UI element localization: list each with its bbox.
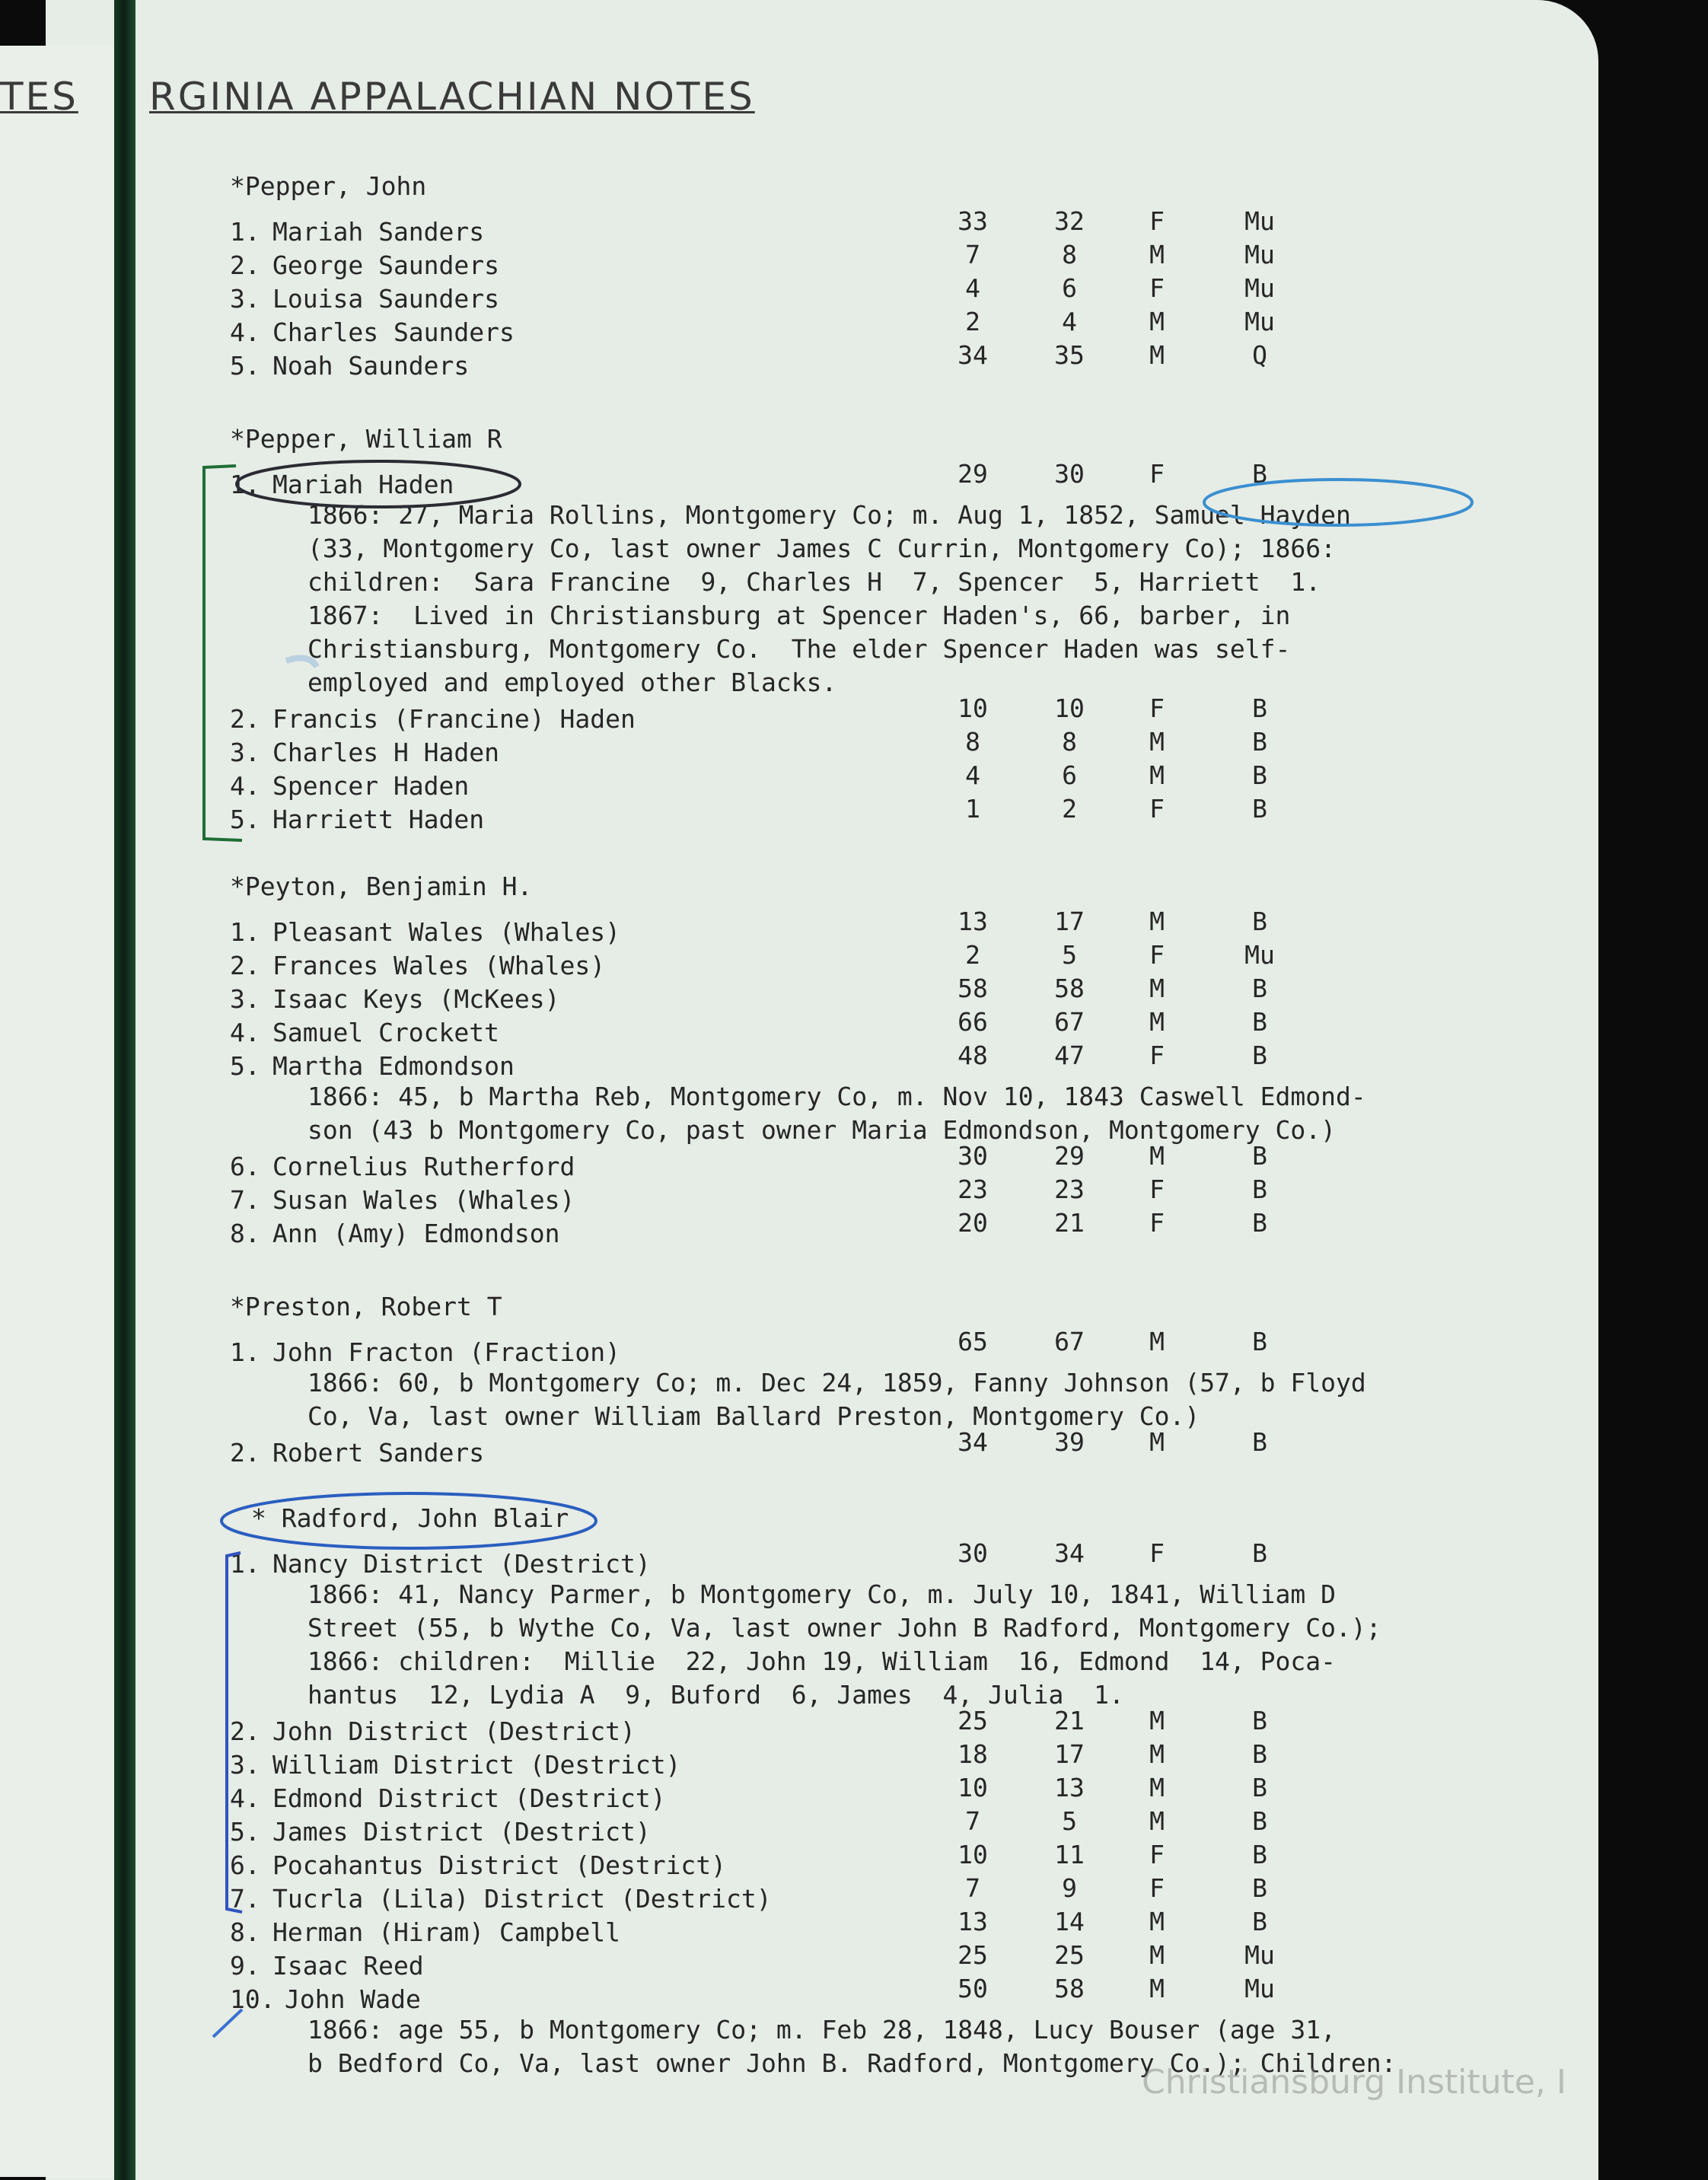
owner-heading: *Peyton, Benjamin H. [230,872,533,901]
entry-age-1870: 39 [1054,1427,1085,1457]
entry-note-line: 1866: 27, Maria Rollins, Montgomery Co; m. Aug 1, 1852, Samuel Hayden [308,500,1351,530]
entry-sex: F [1149,1873,1165,1903]
entry-name: Isaac Reed [272,1951,424,1981]
entry-race: B [1252,1907,1267,1936]
entry-race: B [1252,727,1267,757]
entry-number: 4. [230,1018,260,1047]
entry-age-1860: 2 [965,307,980,336]
entry-age-1870: 9 [1062,1873,1077,1903]
entry-age-1870: 29 [1054,1141,1085,1171]
owner-heading: *Pepper, William R [230,424,502,454]
entry-race: Mu [1244,1974,1275,2003]
entry-race: B [1252,794,1267,824]
entry-number: 7. [230,1884,260,1914]
entry-number: 8. [230,1219,260,1248]
entry-sex: F [1149,940,1165,970]
entry-name: Herman (Hiram) Campbell [272,1917,620,1947]
entry-race: B [1252,1327,1267,1356]
entry-sex: M [1149,1327,1165,1356]
entry-age-1860: 66 [958,1007,988,1037]
entry-number: 2. [230,704,260,734]
entry-name: George Saunders [272,250,500,280]
entry-name: John Fracton (Fraction) [272,1337,620,1367]
entry-race: B [1252,1873,1267,1903]
entry-age-1860: 13 [958,1907,988,1936]
entry-name: Edmond District (Destrict) [272,1783,666,1813]
entry-sex: M [1149,1706,1165,1735]
entry-number: 1. [230,470,260,499]
entry-race: B [1252,459,1267,489]
entry-sex: M [1149,1739,1165,1769]
entry-age-1860: 7 [965,1806,980,1836]
entry-note-line: 1866: 45, b Martha Reb, Montgomery Co, m. Nov 10, 1843 Caswell Edmond- [308,1082,1366,1111]
entry-name: Harriett Haden [272,805,485,834]
entry-name: Charles H Haden [272,738,500,767]
entry-name: John Wade [285,1984,421,2014]
entry-age-1860: 4 [965,273,980,303]
watermark: Christiansburg Institute, I [1142,2063,1566,2102]
entry-age-1870: 8 [1062,727,1077,757]
entry-age-1860: 2 [965,940,980,970]
entry-age-1860: 18 [958,1739,988,1769]
entry-sex: M [1149,340,1165,370]
entry-number: 1. [230,1549,260,1579]
entry-age-1860: 10 [958,1840,988,1869]
entry-race: B [1252,1174,1267,1204]
entry-age-1860: 7 [965,240,980,269]
entry-sex: F [1149,206,1165,236]
owner-heading: *Pepper, John [230,171,427,201]
entry-race: B [1252,760,1267,790]
entry-sex: F [1149,1174,1165,1204]
entry-race: B [1252,1141,1267,1171]
entry-race: B [1252,1806,1267,1836]
entry-age-1870: 67 [1054,1007,1085,1037]
entry-age-1870: 23 [1054,1174,1085,1204]
entry-race: B [1252,907,1267,936]
entry-age-1870: 11 [1054,1840,1085,1869]
entry-sex: M [1149,307,1165,336]
entry-sex: M [1149,1007,1165,1037]
entry-sex: M [1149,1806,1165,1836]
entry-note-line: employed and employed other Blacks. [308,668,837,697]
entry-age-1860: 50 [958,1974,988,2003]
entry-name: Robert Sanders [272,1438,485,1468]
entry-sex: M [1149,1773,1165,1802]
entry-age-1860: 23 [958,1174,988,1204]
entry-age-1860: 25 [958,1706,988,1735]
entry-age-1860: 58 [958,974,988,1003]
entry-note-line: 1867: Lived in Christiansburg at Spencer Haden's, 66, barber, in [308,601,1291,630]
entry-sex: M [1149,1940,1165,1970]
entry-note-line: b Bedford Co, Va, last owner John B. Radford, Montgomery Co.); Children: [308,2048,1397,2078]
entry-note-line: 1866: age 55, b Montgomery Co; m. Feb 28, 1848, Lucy Bouser (age 31, [308,2015,1337,2045]
entry-race: B [1252,1739,1267,1769]
entry-name: Francis (Francine) Haden [272,704,636,734]
entry-sex: M [1149,1427,1165,1457]
entry-name: James District (Destrict) [272,1817,651,1847]
entry-race: Mu [1244,307,1275,336]
entry-sex: F [1149,1840,1165,1869]
entry-age-1870: 17 [1054,1739,1085,1769]
entry-note-line: hantus 12, Lydia A 9, Buford 6, James 4, Julia 1. [308,1680,1124,1710]
entry-age-1860: 13 [958,907,988,936]
entry-number: 2. [230,1716,260,1746]
entry-sex: M [1149,907,1165,936]
entry-age-1860: 33 [958,206,988,236]
entry-age-1860: 1 [965,794,980,824]
entry-number: 9. [230,1951,260,1981]
entry-race: B [1252,1538,1267,1568]
entry-age-1860: 10 [958,1773,988,1802]
entry-name: Ann (Amy) Edmondson [272,1219,560,1248]
entry-age-1870: 32 [1054,206,1085,236]
entry-age-1870: 13 [1054,1773,1085,1802]
entry-note-line: 1866: 41, Nancy Parmer, b Montgomery Co, m. July 10, 1841, William D [308,1579,1337,1609]
entry-sex: M [1149,727,1165,757]
entry-sex: F [1149,273,1165,303]
entry-number: 2. [230,951,260,980]
entry-number: 3. [230,1750,260,1780]
entry-race: B [1252,1007,1267,1037]
entry-race: B [1252,1208,1267,1238]
entry-number: 6. [230,1850,260,1880]
entry-note-line: Street (55, b Wythe Co, Va, last owner John B Radford, Montgomery Co.); [308,1613,1381,1643]
entry-name: Nancy District (Destrict) [272,1549,651,1579]
entry-age-1870: 21 [1054,1706,1085,1735]
entry-number: 7. [230,1185,260,1215]
entry-age-1870: 8 [1062,240,1077,269]
entry-age-1870: 6 [1062,760,1077,790]
binding-spine [114,0,135,2180]
entry-number: 5. [230,351,260,381]
entry-name: Mariah Sanders [272,217,485,247]
entry-note-line: Christiansburg, Montgomery Co. The elder Spencer Haden was self- [308,634,1291,664]
entry-number: 5. [230,1817,260,1847]
entry-number: 4. [230,317,260,347]
entry-age-1870: 6 [1062,273,1077,303]
entry-note-line: children: Sara Francine 9, Charles H 7, Spencer 5, Harriett 1. [308,567,1321,597]
page-header: RGINIA APPALACHIAN NOTES [149,75,755,119]
entry-name: Samuel Crockett [272,1018,500,1047]
entry-race: Mu [1244,940,1275,970]
entry-race: B [1252,1773,1267,1802]
entry-age-1870: 14 [1054,1907,1085,1936]
entry-name: Charles Saunders [272,317,515,347]
entry-number: 5. [230,1051,260,1081]
entry-sex: F [1149,1538,1165,1568]
entry-sex: M [1149,1907,1165,1936]
entry-number: 1. [230,217,260,247]
entry-race: B [1252,1840,1267,1869]
entry-race: B [1252,693,1267,723]
entry-name: William District (Destrict) [272,1750,681,1780]
entry-age-1860: 8 [965,727,980,757]
entry-age-1870: 34 [1054,1538,1085,1568]
entry-race: Mu [1244,273,1275,303]
entry-number: 10. [230,1984,276,2014]
entry-note-line: son (43 b Montgomery Co, past owner Maria Edmondson, Montgomery Co.) [308,1115,1337,1145]
entry-number: 3. [230,984,260,1014]
entry-number: 3. [230,738,260,767]
entry-note-line: Co, Va, last owner William Ballard Preston, Montgomery Co.) [308,1401,1200,1431]
entry-age-1870: 5 [1062,1806,1077,1836]
entry-age-1860: 25 [958,1940,988,1970]
entry-number: 3. [230,284,260,314]
entry-note-line: 1866: 60, b Montgomery Co; m. Dec 24, 1859, Fanny Johnson (57, b Floyd [308,1368,1366,1398]
entry-age-1870: 25 [1054,1940,1085,1970]
entry-age-1860: 4 [965,760,980,790]
entry-name: John District (Destrict) [272,1716,636,1746]
owner-heading: * Radford, John Blair [251,1503,569,1533]
entry-age-1870: 67 [1054,1327,1085,1356]
entry-race: Mu [1244,206,1275,236]
folder-tab [0,46,116,2177]
entry-age-1860: 29 [958,459,988,489]
entry-number: 4. [230,1783,260,1813]
entry-note-line: 1866: children: Millie 22, John 19, William 16, Edmond 14, Poca- [308,1646,1337,1676]
entry-age-1870: 10 [1054,693,1085,723]
entry-name: Susan Wales (Whales) [272,1185,575,1215]
entry-age-1870: 58 [1054,974,1085,1003]
entry-name: Louisa Saunders [272,284,500,314]
entry-age-1870: 2 [1062,794,1077,824]
entry-age-1870: 5 [1062,940,1077,970]
entry-age-1860: 7 [965,1873,980,1903]
entry-race: B [1252,1427,1267,1457]
entry-age-1870: 58 [1054,1974,1085,2003]
entry-number: 1. [230,1337,260,1367]
owner-heading: *Preston, Robert T [230,1292,502,1321]
entry-age-1860: 20 [958,1208,988,1238]
entry-sex: F [1149,459,1165,489]
entry-name: Martha Edmondson [272,1051,515,1081]
entry-age-1860: 65 [958,1327,988,1356]
entry-race: B [1252,1706,1267,1735]
entry-race: B [1252,974,1267,1003]
entry-sex: F [1149,693,1165,723]
entry-age-1870: 21 [1054,1208,1085,1238]
entry-sex: M [1149,974,1165,1003]
entry-age-1860: 34 [958,1427,988,1457]
entry-name: Pocahantus District (Destrict) [272,1850,727,1880]
entry-name: Noah Saunders [272,351,470,381]
entry-race: Q [1252,340,1267,370]
entry-note-line: (33, Montgomery Co, last owner James C Currin, Montgomery Co); 1866: [308,534,1337,563]
entry-age-1870: 17 [1054,907,1085,936]
entry-sex: M [1149,240,1165,269]
entry-name: Spencer Haden [272,771,470,801]
entry-number: 1. [230,917,260,947]
entry-age-1870: 35 [1054,340,1085,370]
entry-number: 4. [230,771,260,801]
entry-sex: M [1149,760,1165,790]
entry-number: 8. [230,1917,260,1947]
entry-sex: M [1149,1141,1165,1171]
entry-number: 5. [230,805,260,834]
entry-name: Frances Wales (Whales) [272,951,606,980]
entry-age-1860: 30 [958,1141,988,1171]
entry-age-1870: 47 [1054,1041,1085,1070]
entry-age-1870: 30 [1054,459,1085,489]
entry-age-1860: 48 [958,1041,988,1070]
entry-name: Tucrla (Lila) District (Destrict) [272,1884,772,1914]
entry-sex: F [1149,1041,1165,1070]
entry-number: 2. [230,1438,260,1468]
entry-name: Cornelius Rutherford [272,1152,575,1181]
entry-sex: F [1149,1208,1165,1238]
entry-number: 6. [230,1152,260,1181]
entry-name: Pleasant Wales (Whales) [272,917,620,947]
entry-race: Mu [1244,240,1275,269]
entry-name: Mariah Haden [272,470,454,499]
entry-number: 2. [230,250,260,280]
entry-age-1860: 10 [958,693,988,723]
entry-race: Mu [1244,1940,1275,1970]
entry-age-1860: 34 [958,340,988,370]
entry-race: B [1252,1041,1267,1070]
entry-sex: F [1149,794,1165,824]
entry-sex: M [1149,1974,1165,2003]
entry-age-1870: 4 [1062,307,1077,336]
header-fragment-left: TES [0,75,78,119]
entry-age-1860: 30 [958,1538,988,1568]
entry-name: Isaac Keys (McKees) [272,984,560,1014]
